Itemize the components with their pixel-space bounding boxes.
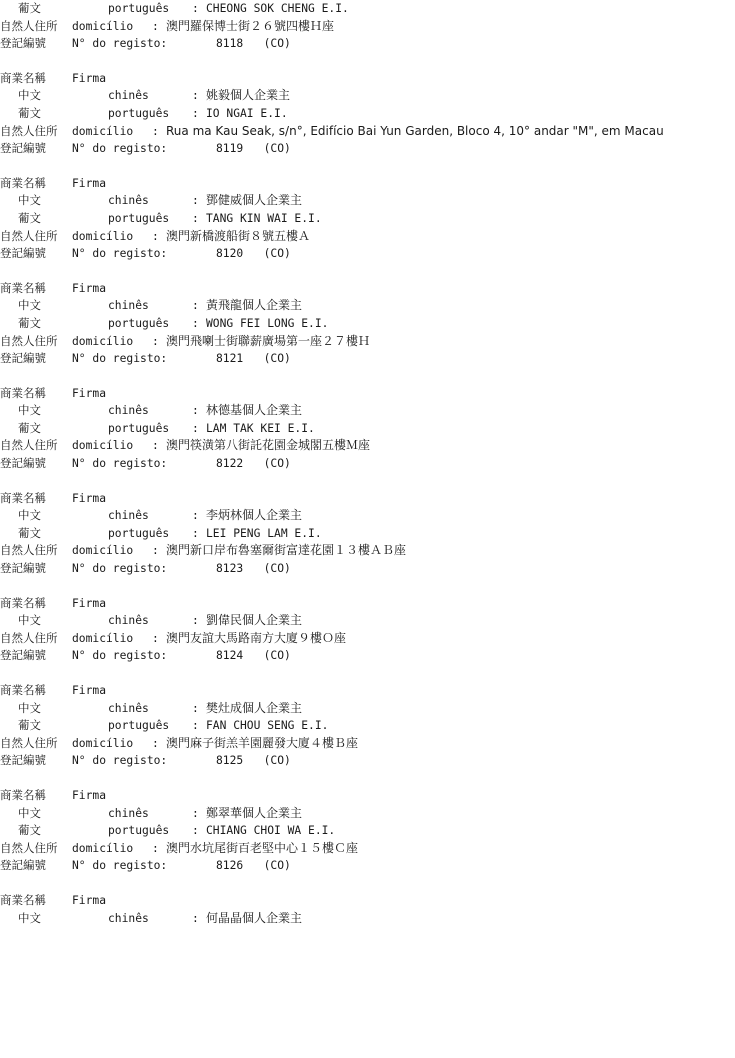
row-indent	[0, 297, 18, 315]
firm-name-label-zh: 商業名稱	[0, 490, 46, 505]
registration-suffix-value: (CO)	[243, 649, 291, 663]
firm-name-header-row	[0, 385, 735, 403]
firm-name-header-row	[0, 595, 735, 613]
firm-name-header-row	[0, 787, 735, 805]
domicile-label-pt: domicílio	[72, 334, 134, 348]
registration-number-value: 8120	[216, 247, 244, 261]
firm-name-label-pt: Firma	[72, 788, 107, 802]
portuguese-label-pt: português	[108, 719, 170, 733]
registry-entry	[0, 595, 735, 665]
domicile-colon: :	[152, 334, 159, 348]
registration-label-zh: 登記編號	[0, 456, 46, 471]
chinese-name-row	[0, 192, 735, 210]
registration-number-value: 8126	[216, 859, 244, 873]
registry-entry	[0, 787, 735, 875]
portuguese-label-pt: português	[108, 2, 170, 15]
registration-number-value: 8123	[216, 562, 244, 576]
chinese-label-zh: 中文	[18, 88, 41, 103]
registration-suffix-value: (CO)	[243, 859, 291, 873]
domicile-row	[0, 840, 735, 858]
portuguese-name-row	[0, 717, 735, 735]
firm-name-label-zh: 商業名稱	[0, 70, 46, 85]
registration-suffix-value: (CO)	[243, 37, 291, 51]
registration-row	[0, 752, 735, 770]
firm-name-label-zh: 商業名稱	[0, 175, 46, 190]
entry-spacer	[0, 578, 735, 595]
domicile-row	[0, 437, 735, 455]
chinese-label-pt: chinês	[108, 701, 149, 715]
registry-entry	[0, 175, 735, 263]
portuguese-colon: :	[192, 526, 199, 540]
registration-row	[0, 245, 735, 263]
firm-name-label-zh: 商業名稱	[0, 385, 46, 400]
portuguese-colon: :	[192, 2, 199, 15]
chinese-name-value: 樊灶成個人企業主	[206, 700, 303, 715]
registry-entry	[0, 385, 735, 473]
portuguese-name-row	[0, 105, 735, 123]
entry-spacer	[0, 665, 735, 682]
domicile-colon: :	[152, 19, 159, 33]
entry-spacer	[0, 473, 735, 490]
portuguese-name-value: IO NGAI E.I.	[206, 106, 288, 120]
registration-label-zh: 登記編號	[0, 36, 46, 51]
domicile-value: Rua ma Kau Seak, s/n°, Edifício Bai Yun Garden, Bloco 4, 10° andar "M", em Macau	[166, 123, 664, 138]
firm-name-label-pt: Firma	[72, 281, 107, 295]
portuguese-name-row	[0, 315, 735, 333]
registration-label-pt: N° do registo:	[72, 649, 168, 663]
registration-gap	[190, 857, 216, 875]
registry-entry	[0, 490, 735, 578]
portuguese-name-value: LEI PENG LAM E.I.	[206, 526, 322, 540]
domicile-row	[0, 630, 735, 648]
firm-name-header-row	[0, 490, 735, 508]
chinese-name-value: 黃飛龍個人企業主	[206, 298, 303, 313]
firm-name-label-zh: 商業名稱	[0, 595, 46, 610]
chinese-name-value: 劉偉民個人企業主	[206, 613, 303, 628]
portuguese-label-zh: 葡文	[18, 315, 41, 330]
portuguese-colon: :	[192, 824, 199, 838]
registration-suffix-value: (CO)	[243, 562, 291, 576]
firm-name-label-pt: Firma	[72, 71, 107, 85]
firm-name-label-pt: Firma	[72, 596, 107, 610]
chinese-label-pt: chinês	[108, 299, 149, 313]
portuguese-name-row	[0, 0, 735, 18]
registration-label-zh: 登記編號	[0, 561, 46, 576]
chinese-colon: :	[192, 509, 199, 523]
portuguese-colon: :	[192, 719, 199, 733]
registration-gap	[190, 560, 216, 578]
chinese-colon: :	[192, 701, 199, 715]
domicile-value: 澳門筷潢第八街託花園金城閣五樓Ｍ座	[166, 438, 371, 453]
registration-suffix-value: (CO)	[243, 352, 291, 366]
entry-spacer	[0, 53, 735, 70]
registry-entry	[0, 682, 735, 770]
portuguese-label-zh: 葡文	[18, 525, 41, 540]
row-indent	[0, 612, 18, 630]
chinese-label-zh: 中文	[18, 403, 41, 418]
domicile-label-zh: 自然人住所	[0, 735, 58, 750]
row-indent	[0, 822, 18, 840]
portuguese-label-zh: 葡文	[18, 105, 41, 120]
domicile-row	[0, 228, 735, 246]
portuguese-label-zh: 葡文	[18, 1, 41, 15]
domicile-label-pt: domicílio	[72, 736, 134, 750]
firm-name-label-pt: Firma	[72, 684, 107, 697]
registration-label-zh: 登記編號	[0, 246, 46, 261]
chinese-label-pt: chinês	[108, 89, 149, 103]
chinese-label-pt: chinês	[108, 911, 149, 925]
registration-number-value: 8122	[216, 457, 244, 471]
entry-spacer	[0, 875, 735, 892]
chinese-name-row	[0, 700, 735, 718]
chinese-label-zh: 中文	[18, 613, 41, 628]
registry-entry	[0, 280, 735, 368]
chinese-name-row	[0, 910, 735, 928]
registration-suffix-value: (CO)	[243, 754, 291, 768]
chinese-colon: :	[192, 299, 199, 313]
portuguese-name-value: CHEONG SOK CHENG E.I.	[206, 2, 349, 15]
registration-label-pt: N° do registo:	[72, 457, 168, 471]
registration-number-value: 8124	[216, 649, 244, 663]
registration-suffix-value: (CO)	[243, 457, 291, 471]
row-indent	[0, 105, 18, 123]
chinese-label-zh: 中文	[18, 298, 41, 313]
domicile-row	[0, 735, 735, 753]
chinese-name-row	[0, 507, 735, 525]
domicile-label-zh: 自然人住所	[0, 630, 58, 645]
chinese-name-row	[0, 612, 735, 630]
domicile-colon: :	[152, 229, 159, 243]
registration-row	[0, 350, 735, 368]
domicile-row	[0, 123, 735, 141]
registration-number-value: 8118	[216, 37, 244, 51]
domicile-label-pt: domicílio	[72, 19, 134, 33]
domicile-row	[0, 333, 735, 351]
firm-name-label-pt: Firma	[72, 491, 107, 505]
domicile-value: 澳門飛喇士街聯薪廣場第一座２７樓Ｈ	[166, 333, 371, 348]
domicile-label-pt: domicílio	[72, 229, 134, 243]
firm-name-label-zh: 商業名稱	[0, 787, 46, 802]
chinese-label-zh: 中文	[18, 508, 41, 523]
firm-name-label-pt: Firma	[72, 176, 107, 190]
chinese-colon: :	[192, 806, 199, 820]
firm-name-header-row	[0, 682, 735, 700]
registration-number-value: 8125	[216, 754, 244, 768]
domicile-label-zh: 自然人住所	[0, 333, 58, 348]
domicile-label-zh: 自然人住所	[0, 438, 58, 453]
registration-label-pt: N° do registo:	[72, 754, 168, 768]
portuguese-label-pt: português	[108, 526, 170, 540]
chinese-name-row	[0, 805, 735, 823]
registration-gap	[190, 647, 216, 665]
domicile-colon: :	[152, 439, 159, 453]
firm-name-label-zh: 商業名稱	[0, 683, 46, 697]
domicile-value: 澳門水坑尾街百老堅中心１５樓Ｃ座	[166, 840, 359, 855]
row-indent	[0, 525, 18, 543]
domicile-label-zh: 自然人住所	[0, 18, 58, 33]
domicile-label-pt: domicílio	[72, 544, 134, 558]
chinese-name-row	[0, 297, 735, 315]
domicile-row	[0, 18, 735, 36]
registration-label-pt: N° do registo:	[72, 37, 168, 51]
registration-label-zh: 登記編號	[0, 141, 46, 156]
portuguese-name-row	[0, 525, 735, 543]
domicile-colon: :	[152, 841, 159, 855]
portuguese-name-row	[0, 210, 735, 228]
firm-name-label-zh: 商業名稱	[0, 892, 46, 907]
domicile-label-pt: domicílio	[72, 439, 134, 453]
row-indent	[0, 210, 18, 228]
row-indent	[0, 700, 18, 718]
registry-entry	[0, 892, 735, 927]
row-indent	[0, 315, 18, 333]
domicile-colon: :	[152, 124, 159, 138]
registration-number-value: 8121	[216, 352, 244, 366]
registration-gap	[190, 350, 216, 368]
chinese-name-value: 鄭翠華個人企業主	[206, 805, 303, 820]
row-indent	[0, 805, 18, 823]
domicile-value: 澳門友誼大馬路南方大廈９樓Ｏ座	[166, 630, 347, 645]
domicile-value: 澳門新口岸布魯塞爾街富達花園１３樓ＡＢ座	[166, 543, 407, 558]
registration-row	[0, 857, 735, 875]
registration-label-pt: N° do registo:	[72, 352, 168, 366]
domicile-label-pt: domicílio	[72, 124, 134, 138]
registration-gap	[190, 35, 216, 53]
domicile-label-pt: domicílio	[72, 631, 134, 645]
registration-label-pt: N° do registo:	[72, 142, 168, 156]
portuguese-label-zh: 葡文	[18, 823, 41, 838]
portuguese-name-row	[0, 822, 735, 840]
domicile-label-zh: 自然人住所	[0, 123, 58, 138]
portuguese-label-pt: português	[108, 106, 170, 120]
portuguese-label-pt: português	[108, 211, 170, 225]
chinese-name-value: 何晶晶個人企業主	[206, 910, 303, 925]
row-indent	[0, 402, 18, 420]
registration-row	[0, 455, 735, 473]
chinese-label-zh: 中文	[18, 193, 41, 208]
entry-spacer	[0, 158, 735, 175]
row-indent	[0, 87, 18, 105]
registry-entry	[0, 0, 735, 53]
registration-row	[0, 140, 735, 158]
portuguese-label-pt: português	[108, 421, 170, 435]
row-indent	[0, 420, 18, 438]
portuguese-colon: :	[192, 106, 199, 120]
chinese-label-zh: 中文	[18, 910, 41, 925]
chinese-name-value: 李炳林個人企業主	[206, 508, 303, 523]
portuguese-label-pt: português	[108, 316, 170, 330]
domicile-colon: :	[152, 631, 159, 645]
firm-name-label-zh: 商業名稱	[0, 280, 46, 295]
chinese-name-row	[0, 87, 735, 105]
chinese-name-value: 鄧健威個人企業主	[206, 193, 303, 208]
registration-gap	[190, 140, 216, 158]
domicile-value: 澳門新橋渡船街８號五樓Ａ	[166, 228, 311, 243]
firm-name-header-row	[0, 70, 735, 88]
registration-gap	[190, 455, 216, 473]
registration-label-zh: 登記編號	[0, 858, 46, 873]
firm-name-header-row	[0, 280, 735, 298]
domicile-label-zh: 自然人住所	[0, 228, 58, 243]
portuguese-colon: :	[192, 211, 199, 225]
firm-name-header-row	[0, 175, 735, 193]
chinese-label-zh: 中文	[18, 700, 41, 715]
registration-label-zh: 登記編號	[0, 648, 46, 663]
registration-row	[0, 35, 735, 53]
portuguese-name-value: WONG FEI LONG E.I.	[206, 316, 329, 330]
registration-row	[0, 560, 735, 578]
chinese-label-pt: chinês	[108, 614, 149, 628]
portuguese-colon: :	[192, 316, 199, 330]
chinese-name-row	[0, 402, 735, 420]
domicile-label-zh: 自然人住所	[0, 840, 58, 855]
portuguese-name-value: FAN CHOU SENG E.I.	[206, 719, 329, 733]
portuguese-label-pt: português	[108, 824, 170, 838]
entry-spacer	[0, 263, 735, 280]
portuguese-label-zh: 葡文	[18, 420, 41, 435]
registration-label-pt: N° do registo:	[72, 859, 168, 873]
domicile-value: 澳門羅保博士街２６號四樓Ｈ座	[166, 18, 335, 33]
registration-label-zh: 登記編號	[0, 351, 46, 366]
entry-spacer	[0, 770, 735, 787]
entry-spacer	[0, 368, 735, 385]
portuguese-label-zh: 葡文	[18, 718, 41, 733]
chinese-colon: :	[192, 614, 199, 628]
chinese-colon: :	[192, 89, 199, 103]
chinese-colon: :	[192, 911, 199, 925]
registration-label-zh: 登記編號	[0, 753, 46, 768]
row-indent	[0, 910, 18, 928]
chinese-label-pt: chinês	[108, 404, 149, 418]
registration-gap	[190, 245, 216, 263]
row-indent	[0, 507, 18, 525]
firm-name-label-pt: Firma	[72, 386, 107, 400]
portuguese-name-value: LAM TAK KEI E.I.	[206, 421, 315, 435]
portuguese-label-zh: 葡文	[18, 210, 41, 225]
chinese-label-pt: chinês	[108, 806, 149, 820]
registration-number-value: 8119	[216, 142, 244, 156]
domicile-colon: :	[152, 736, 159, 750]
portuguese-name-row	[0, 420, 735, 438]
registration-suffix-value: (CO)	[243, 247, 291, 261]
row-indent	[0, 192, 18, 210]
portuguese-name-value: TANG KIN WAI E.I.	[206, 211, 322, 225]
registration-label-pt: N° do registo:	[72, 247, 168, 261]
registration-row	[0, 647, 735, 665]
registry-entry	[0, 70, 735, 158]
registration-gap	[190, 752, 216, 770]
domicile-label-pt: domicílio	[72, 841, 134, 855]
firm-name-label-pt: Firma	[72, 893, 107, 907]
domicile-row	[0, 542, 735, 560]
registration-label-pt: N° do registo:	[72, 562, 168, 576]
firm-name-header-row	[0, 892, 735, 910]
chinese-label-pt: chinês	[108, 509, 149, 523]
domicile-value: 澳門麻子街羔羊園麗發大廈４樓Ｂ座	[166, 735, 359, 750]
chinese-label-zh: 中文	[18, 805, 41, 820]
chinese-label-pt: chinês	[108, 194, 149, 208]
domicile-label-zh: 自然人住所	[0, 543, 58, 558]
portuguese-name-value: CHIANG CHOI WA E.I.	[206, 824, 336, 838]
row-indent	[0, 717, 18, 735]
registration-suffix-value: (CO)	[243, 142, 291, 156]
domicile-colon: :	[152, 544, 159, 558]
chinese-name-value: 林德基個人企業主	[206, 403, 303, 418]
chinese-colon: :	[192, 194, 199, 208]
chinese-name-value: 姚毅個人企業主	[206, 88, 291, 103]
portuguese-colon: :	[192, 421, 199, 435]
chinese-colon: :	[192, 404, 199, 418]
row-indent	[0, 0, 18, 18]
